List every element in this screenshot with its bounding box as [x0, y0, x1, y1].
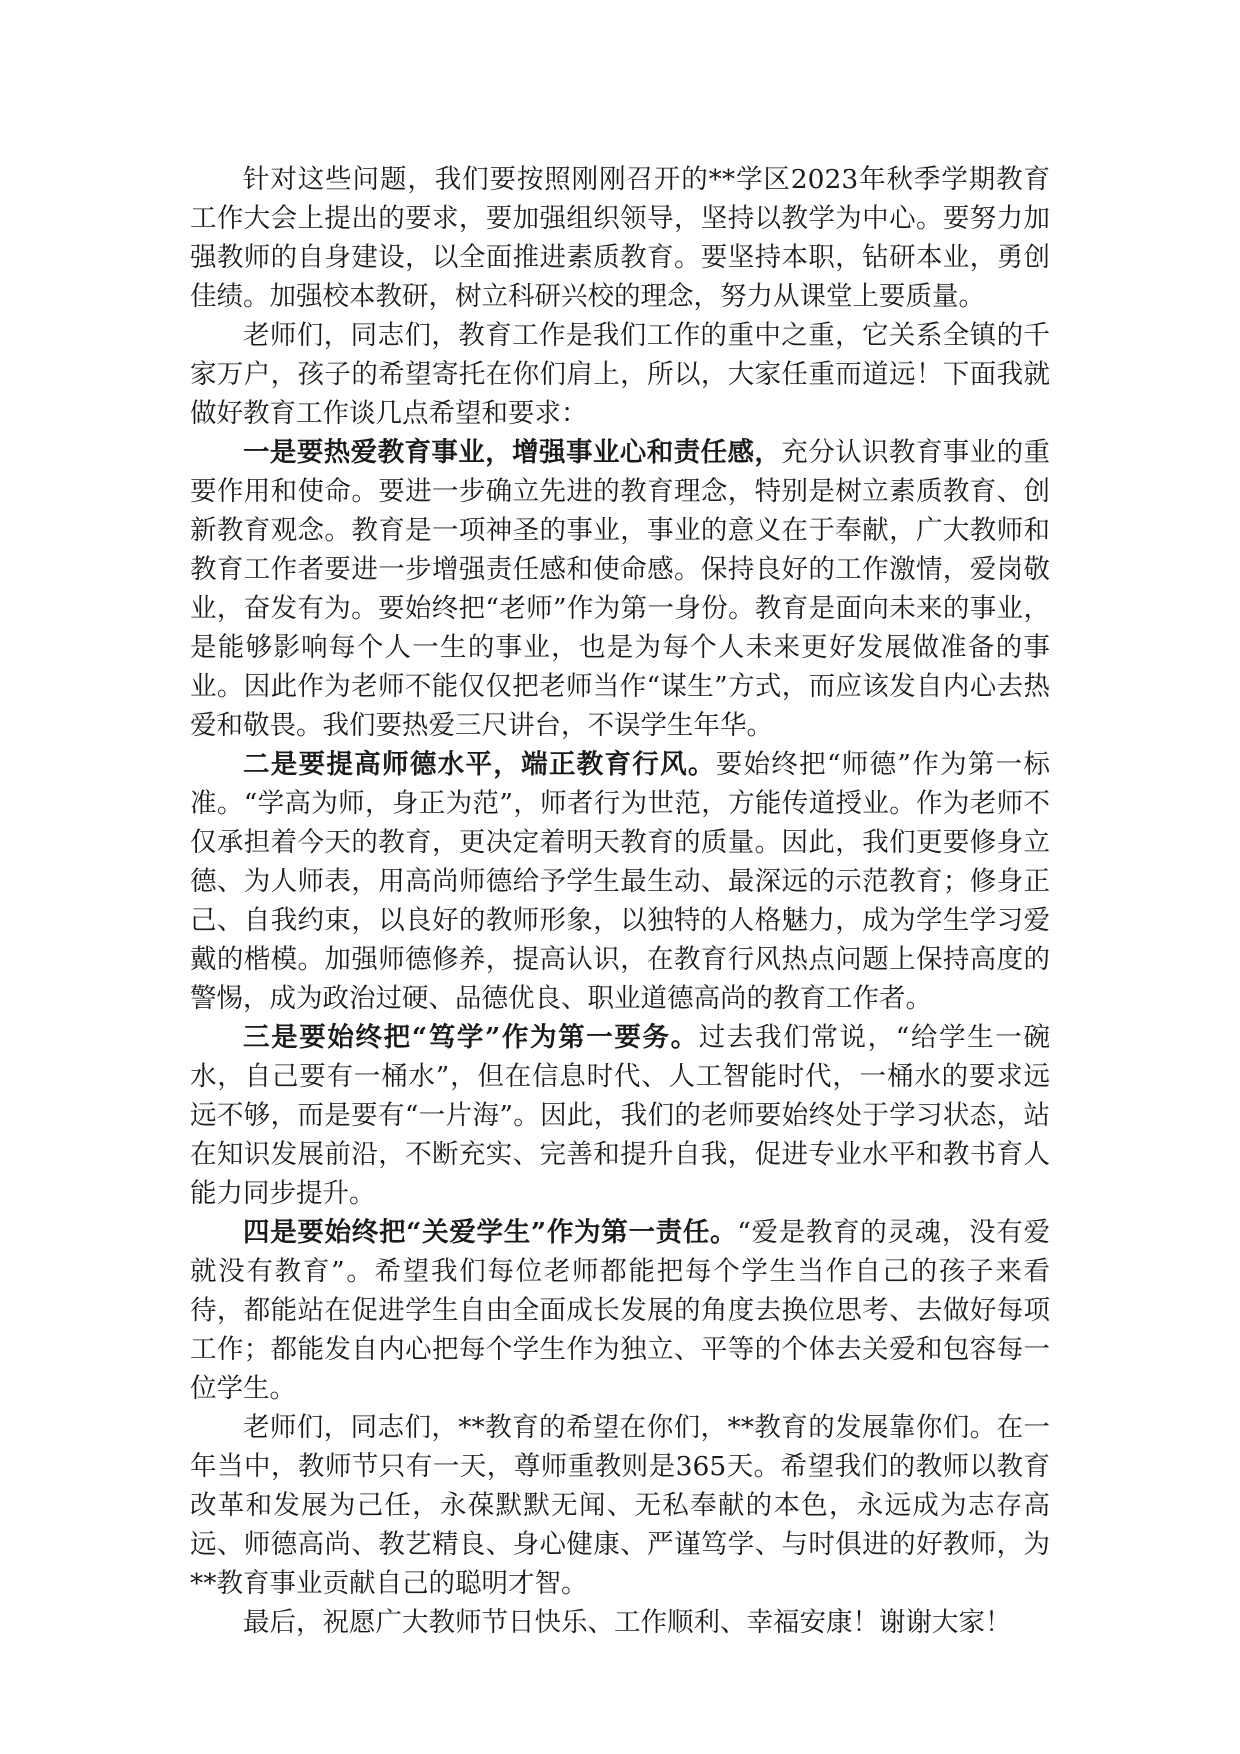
paragraph-point-four: [190, 1213, 1050, 1408]
paragraph-lead: 二是要提高师德水平，端正教育行风。: [243, 749, 716, 780]
paragraph-text: 要始终把“师德”作为第一标准。“学高为师，身正为范”，师者行为世范，方能传道授业。作为老师不仅承担着今天的教育，更决定着明天教育的质量。因此，我们更要修身立德、为人师表，用高尚师德给予学生最生动、最深远的示范教育；修身正己、自我约束，以良好的教师形象，以独特的人格魅力，成为学生学习爱戴的楷模。加强师德修养，提高认识，在教育行风热点问题上保持高度的警惕，成为政治过硬、品德优良、职业道德高尚的教育工作者。: [190, 749, 1050, 1014]
paragraph-point-one: [190, 433, 1050, 745]
paragraph-text: “爱是教育的灵魂，没有爱就没有教育”。希望我们每位老师都能把每个学生当作自己的孩子来看待，都能站在促进学生自由全面成长发展的角度去换位思考、去做好每项工作；都能发自内心把每个学生作为独立、平等的个体去关爱和包容每一位学生。: [190, 1217, 1050, 1404]
paragraph-text: 最后，祝愿广大教师节日快乐、工作顺利、幸福安康！谢谢大家！: [243, 1607, 1012, 1638]
paragraph-lead: 一是要热爱教育事业，增强事业心和责任感，: [243, 437, 782, 468]
paragraph-lead: 三是要始终把“笃学”作为第一要务。: [243, 1022, 699, 1053]
document-page: [190, 160, 1050, 1642]
paragraph-response: [190, 160, 1050, 316]
paragraph-text: 针对这些问题，我们要按照刚刚召开的**学区2023年秋季学期教育工作大会上提出的要求，要加强组织领导，坚持以教学为中心。要努力加强教师的自身建设，以全面推进素质教育。要坚持本职，钻研本业，勇创佳绩。加强校本教研，树立科研兴校的理念，努力从课堂上要质量。: [190, 164, 1050, 312]
paragraph-point-three: [190, 1018, 1050, 1213]
paragraph-lead: 四是要始终把“关爱学生”作为第一责任。: [243, 1217, 738, 1248]
paragraph-text: 老师们，同志们，教育工作是我们工作的重中之重，它关系全镇的千家万户，孩子的希望寄托在你们肩上，所以，大家任重而道远！下面我就做好教育工作谈几点希望和要求：: [190, 320, 1050, 429]
paragraph-text: 老师们，同志们，**教育的希望在你们，**教育的发展靠你们。在一年当中，教师节只有一天，尊师重教则是365天。希望我们的教师以教育改革和发展为己任，永葆默默无闻、无私奉献的本色，永远成为志存高远、师德高尚、教艺精良、身心健康、严谨笃学、与时俱进的好教师，为**教育事业贡献自己的聪明才智。: [190, 1412, 1050, 1599]
paragraph-text: 充分认识教育事业的重要作用和使命。要进一步确立先进的教育理念，特别是树立素质教育、创新教育观念。教育是一项神圣的事业，事业的意义在于奉献，广大教师和教育工作者要进一步增强责任感和使命感。保持良好的工作激情，爱岗敬业，奋发有为。要始终把“老师”作为第一身份。教育是面向未来的事业，是能够影响每个人一生的事业，也是为每个人未来更好发展做准备的事业。因此作为老师不能仅仅把老师当作“谋生”方式，而应该发自内心去热爱和敬畏。我们要热爱三尺讲台，不误学生年华。: [190, 437, 1051, 741]
paragraph-address: [190, 316, 1050, 433]
paragraph-text: 过去我们常说，“给学生一碗水，自己要有一桶水”，但在信息时代、人工智能时代，一桶水的要求远远不够，而是要有“一片海”。因此，我们的老师要始终处于学习状态，站在知识发展前沿，不断充实、完善和提升自我，促进专业水平和教书育人能力同步提升。: [190, 1022, 1050, 1209]
paragraph-point-two: [190, 745, 1050, 1018]
paragraph-closing: [190, 1603, 1050, 1642]
paragraph-hope: [190, 1408, 1050, 1603]
